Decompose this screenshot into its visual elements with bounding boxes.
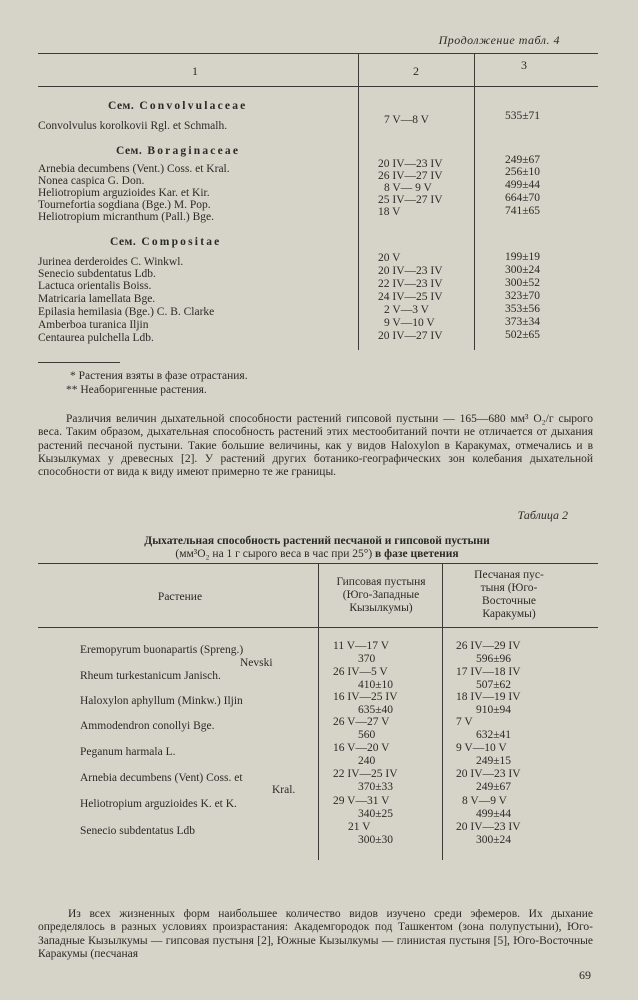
header-sand-desert: Песчаная пус- тыня (Юго- Восточные Каракумы): [474, 569, 544, 620]
respiration-value: 300±52: [505, 277, 541, 289]
respiration-value: 199±19: [505, 251, 541, 263]
sand-period: 18 IV—19 IV: [456, 691, 521, 703]
respiration-value: 502±65: [505, 329, 541, 341]
sand-period: 20 IV—23 IV: [456, 821, 521, 833]
body-paragraph: Различия величин дыхательной способности растений гипсовой пустыни — 165—680 мм³ O₂/г сырого веса. Таким образом, дыхательная способность растений этих местообитаний почти не отличается от дыхания растений песчаной пустыни. Такие большие величины, как у видов Haloxylon в Каракумах, отмечались и в Кызылкумах у древесных [2]. У растений других ботанико-географических зон колебания дыхательной способности от вида к виду имеют примерно те же границы.: [38, 413, 593, 479]
species-name: Jurinea derderoides C. Winkwl.: [38, 256, 184, 268]
period: 20 IV—27 IV: [378, 330, 443, 342]
table-title-phase: в фазе цветения: [375, 548, 459, 560]
species-name: Heliotropium micranthum (Pall.) Bge.: [38, 211, 214, 223]
header-gypsum-desert: Гипсовая пустыня (Юго-Западные Кызылкумы): [336, 576, 426, 614]
family-heading: Сем. Convolvulaceae: [108, 100, 248, 112]
respiration-value: 300±24: [505, 264, 541, 276]
sand-value: 249±67: [476, 781, 512, 793]
sand-value: 300±24: [476, 834, 512, 846]
gypsum-period: 29 V—31 V: [333, 795, 390, 807]
sand-period: 17 IV—18 IV: [456, 666, 521, 678]
gypsum-period: 16 V—20 V: [333, 742, 390, 754]
species-name: Epilasia hemilasia (Bge.) C. B. Clarke: [38, 306, 215, 318]
sand-period: 8 V—9 V: [462, 795, 507, 807]
period: 18 V: [378, 206, 401, 218]
gypsum-period: 26 V—27 V: [333, 716, 390, 728]
header-plant: Растение: [157, 591, 203, 603]
table1-col-divider-2: [474, 54, 475, 350]
gypsum-value: 340±25: [358, 808, 394, 820]
plant-name: Heliotropium arguzioides K. et K.: [80, 798, 237, 810]
respiration-value: 741±65: [505, 205, 541, 217]
species-name: Centaurea pulchella Ldb.: [38, 332, 154, 344]
col-number-1: 1: [192, 64, 198, 78]
respiration-value: 373±34: [505, 316, 541, 328]
plant-name: Rheum turkestanicum Janisch.: [80, 670, 221, 682]
table-continuation-label: Продолжение табл. 4: [438, 33, 560, 47]
sand-period: 7 V: [456, 716, 473, 728]
species-name: Lactuca orientalis Boiss.: [38, 280, 152, 292]
table-title-main: Дыхательная способность растений песчаной и гипсовой пустыни: [144, 535, 490, 547]
period: 25 IV—27 IV: [378, 194, 443, 206]
period: 22 IV—23 IV: [378, 278, 443, 290]
species-name: Heliotropium arguzioides Kar. et Kir.: [38, 187, 210, 199]
plant-name: Senecio subdentatus Ldb: [80, 825, 195, 837]
respiration-value: 535±71: [505, 110, 541, 122]
gypsum-period: 16 IV—25 IV: [333, 691, 398, 703]
period: 7 V—8 V: [384, 114, 429, 126]
plant-name-cont: Kral.: [272, 784, 296, 796]
footnote-rule: [38, 362, 120, 363]
body-paragraph: Из всех жизненных форм наибольшее количество видов изучено среди эфемеров. Их дыхание определялось в разных условиях произрастания: Академгородок под Ташкентом (зона полупустыни), Юго-Западные Кызылкумы — гипсовая пустыня [2], Южные Кызылкумы — глинистая пустыня [5], Юго-Восточные Каракумы (песчаная: [38, 908, 593, 960]
plant-name-cont: Nevski: [240, 657, 273, 669]
table1-header-rule: [38, 86, 598, 87]
sand-period: 26 IV—29 IV: [456, 640, 521, 652]
plant-name: Arnebia decumbens (Vent) Coss. et: [80, 772, 243, 784]
respiration-value: 323±70: [505, 290, 541, 302]
page-number: 69: [579, 968, 591, 982]
period: 20 IV—23 IV: [378, 158, 443, 170]
gypsum-value: 240: [358, 755, 376, 767]
period: 24 IV—25 IV: [378, 291, 443, 303]
gypsum-value: 370: [358, 653, 376, 665]
table1-col-divider-1: [358, 54, 359, 350]
period: 26 IV—27 IV: [378, 170, 443, 182]
col-number-3: 3: [521, 58, 527, 72]
gypsum-period: 22 IV—25 IV: [333, 768, 398, 780]
table-title-units: (мм³O₂ на 1 г сырого веса в час при 25°): [175, 548, 373, 560]
plant-name: Eremopyrum buonapartis (Spreng.): [80, 644, 244, 656]
table2-col-divider-2: [442, 564, 443, 860]
plant-name: Peganum harmala L.: [80, 746, 176, 758]
period: 2 V—3 V: [384, 304, 429, 316]
sand-value: 499±44: [476, 808, 512, 820]
respiration-value: 256±10: [505, 166, 541, 178]
table-label: Таблица 2: [517, 508, 568, 522]
plant-name: Ammodendron conollyi Bge.: [80, 720, 215, 732]
gypsum-period: 26 IV—5 V: [333, 666, 388, 678]
species-name: Tournefortia sogdiana (Bge.) M. Pop.: [38, 199, 211, 211]
period: 20 IV—23 IV: [378, 265, 443, 277]
period: 8 V— 9 V: [384, 182, 432, 194]
gypsum-period: 21 V: [348, 821, 371, 833]
respiration-value: 249±67: [505, 154, 541, 166]
species-name: Senecio subdentatus Ldb.: [38, 268, 156, 280]
footnote: * Растения взяты в фазе отрастания.: [70, 370, 248, 382]
respiration-value: 353±56: [505, 303, 541, 315]
gypsum-value: 410±10: [358, 679, 394, 691]
sand-value: 507±62: [476, 679, 512, 691]
species-name: Arnebia decumbens (Vent.) Coss. et Kral.: [38, 163, 230, 175]
col-number-2: 2: [413, 64, 419, 78]
gypsum-value: 370±33: [358, 781, 394, 793]
sand-value: 910±94: [476, 704, 512, 716]
family-heading: Сем. Boraginaceae: [116, 145, 241, 157]
gypsum-period: 11 V—17 V: [333, 640, 390, 652]
sand-value: 249±15: [476, 755, 512, 767]
gypsum-value: 635±40: [358, 704, 394, 716]
sand-period: 20 IV—23 IV: [456, 768, 521, 780]
gypsum-value: 300±30: [358, 834, 394, 846]
footnote: ** Неаборигенные растения.: [66, 384, 207, 396]
plant-name: Haloxylon aphyllum (Minkw.) Iljin: [80, 695, 243, 707]
period: 9 V—10 V: [384, 317, 435, 329]
species-name: Matricaria lamellata Bge.: [38, 293, 156, 305]
sand-value: 596±96: [476, 653, 512, 665]
period: 20 V: [378, 252, 401, 264]
respiration-value: 664±70: [505, 192, 541, 204]
sand-period: 9 V—10 V: [456, 742, 507, 754]
gypsum-value: 560: [358, 729, 376, 741]
sand-value: 632±41: [476, 729, 512, 741]
respiration-value: 499±44: [505, 179, 541, 191]
species-name: Convolvulus korolkovii Rgl. et Schmalh.: [38, 120, 228, 132]
family-heading: Сем. Compositae: [110, 236, 222, 248]
species-name: Amberboa turanica Iljin: [38, 319, 149, 331]
table-title: [92, 535, 542, 561]
table2-col-divider-1: [318, 564, 319, 860]
species-name: Nonea caspica G. Don.: [38, 175, 145, 187]
table1-top-rule: [38, 53, 598, 54]
